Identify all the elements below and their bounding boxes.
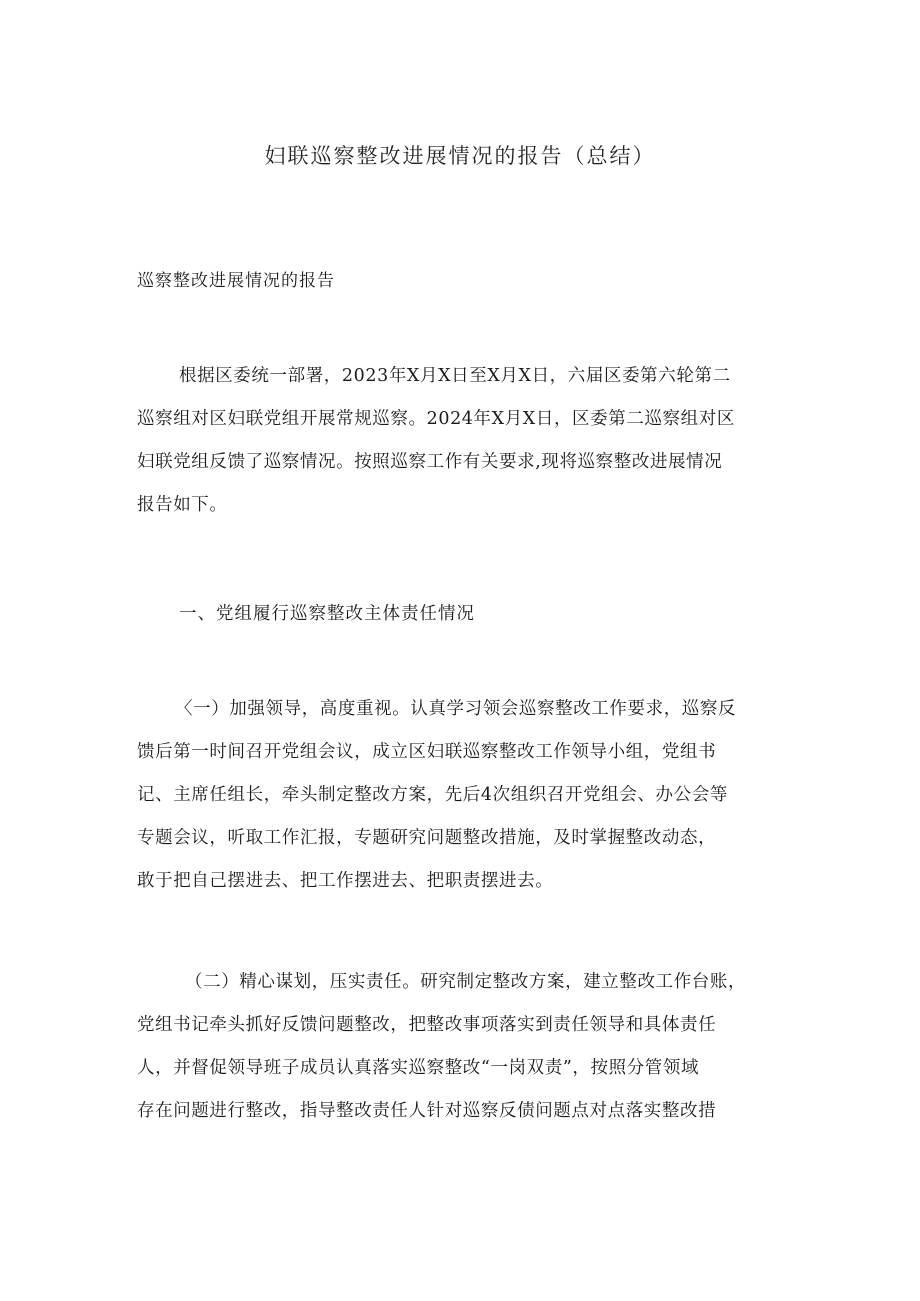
paragraph-line: 记、主席任组长，牵头制定整改方案，先后4次组织召开党组会、办公会等 — [137, 785, 728, 805]
item-one-paragraph — [137, 688, 789, 903]
paragraph-line: 专题会议，听取工作汇报，专题研究问题整改措施，及时掌握整改动态， — [137, 828, 717, 848]
section-heading: 一、党组履行巡察整改主体责任情况 — [179, 604, 475, 624]
paragraph-line: 存在问题进行整改，指导整改责任人针对巡察反债问题点对点落实整改措 — [137, 1101, 717, 1121]
paragraph-line: 报告如下。 — [137, 495, 228, 515]
paragraph-line: 党组书记牵头抓好反馈问题整改，把整改事项落实到责任领导和具体责任 — [137, 1015, 717, 1035]
paragraph-line: （二）精心谋划，压实责任。研究制定整改方案，建立整改工作台账， — [185, 972, 747, 992]
intro-paragraph — [137, 355, 789, 527]
paragraph-line: 敢于把自己摆进去、把工作摆进去、把职责摆进去。 — [137, 871, 554, 891]
item-two-paragraph — [137, 961, 789, 1133]
paragraph-line: 〈一）加强领导，高度重视。认真学习领会巡察整改工作要求，巡察反 — [175, 699, 737, 719]
paragraph-line: 妇联党组反馈了巡察情况。按照巡察工作有关要求,现将巡察整改进展情况 — [137, 452, 723, 472]
paragraph-line: 馈后第一时间召开党组会议，成立区妇联巡察整改工作领导小组，党组书 — [137, 742, 717, 762]
paragraph-line: 根据区委统一部署，2023年X月X日至X月X日，六届区委第六轮第二 — [179, 366, 731, 386]
paragraph-line: 人，并督促领导班子成员认真落实巡察整改“一岗双责”，按照分管领域 — [137, 1058, 700, 1078]
document-title: 妇联巡察整改进展情况的报告（总结） — [264, 144, 656, 168]
paragraph-line: 巡察组对区妇联党组开展常规巡察。2024年X月X日，区委第二巡察组对区 — [137, 409, 735, 429]
document-subtitle: 巡察整改进展情况的报告 — [137, 271, 335, 291]
